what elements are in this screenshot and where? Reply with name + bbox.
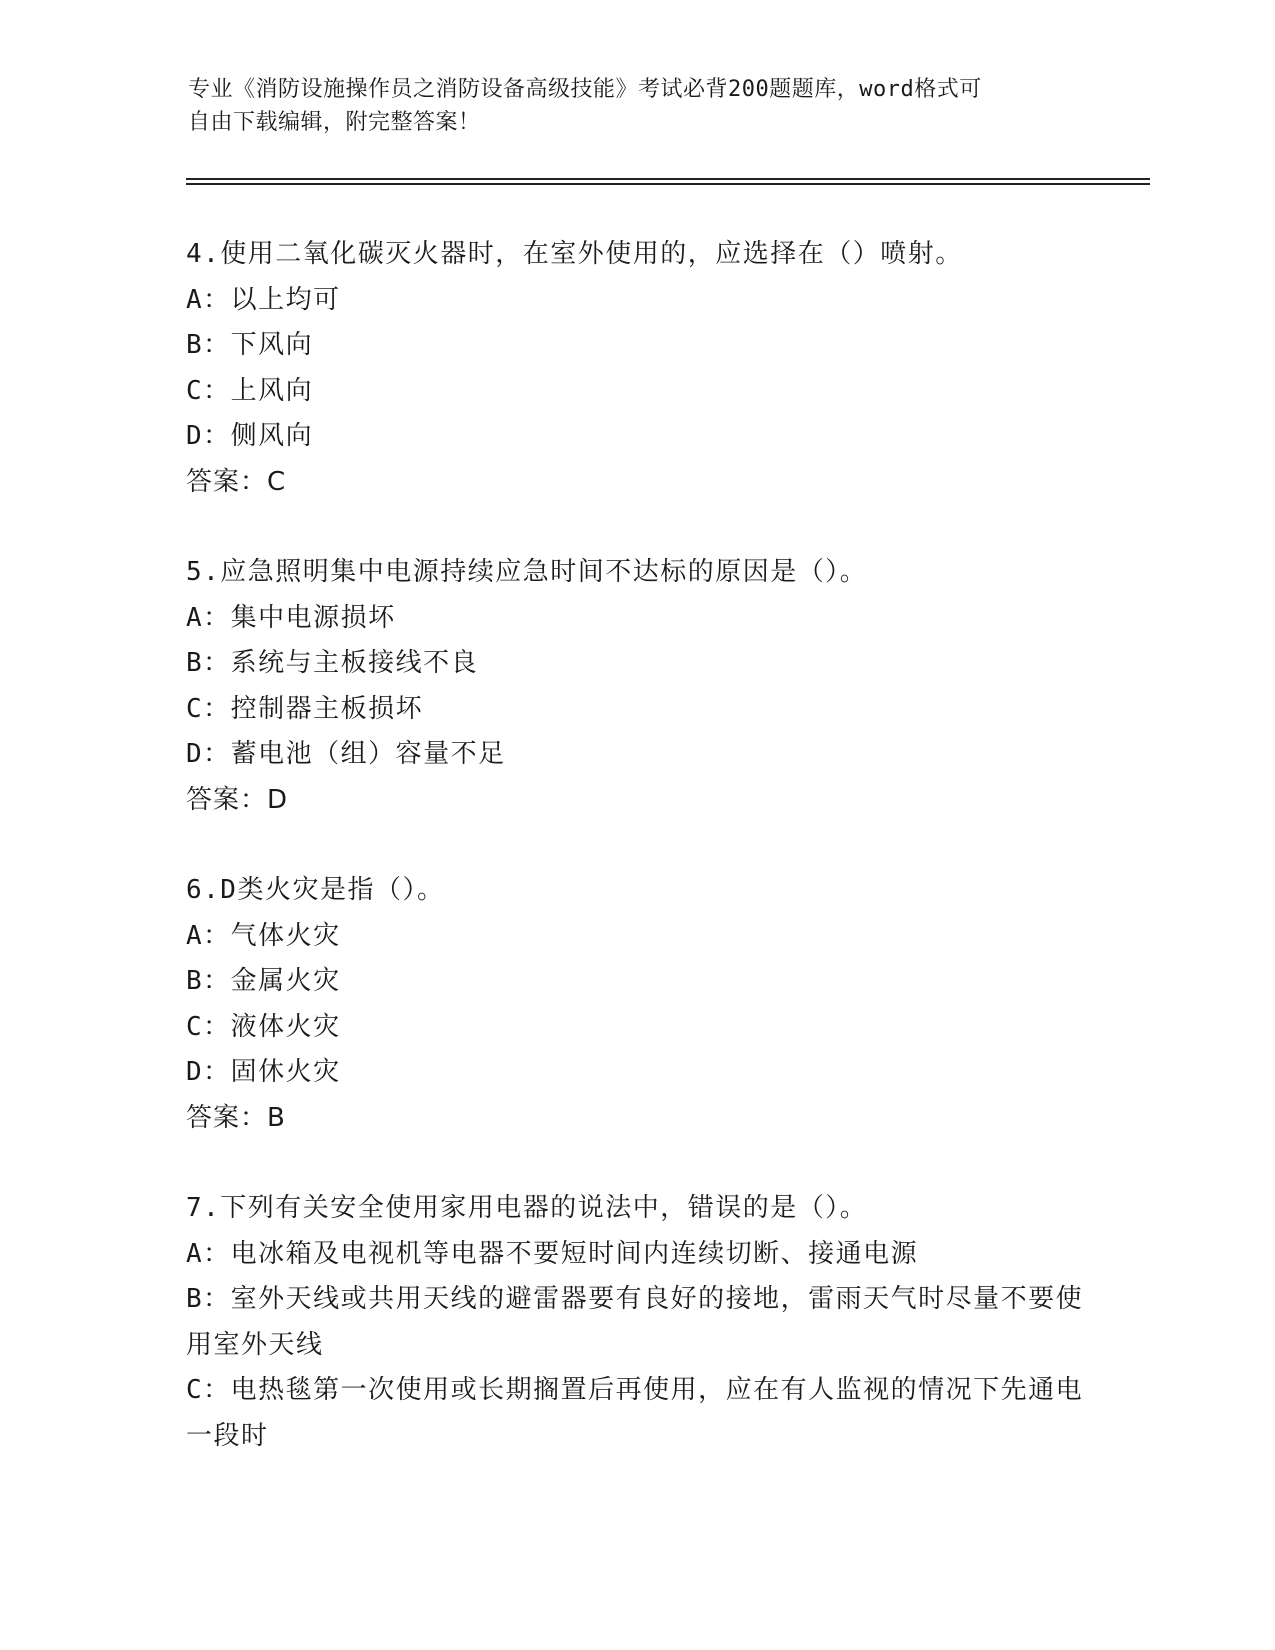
option-d: D：蓄电池（组）容量不足 <box>186 739 506 769</box>
option-b: B：下风向 <box>186 330 314 360</box>
question-title: 5.应急照明集中电源持续应急时间不达标的原因是（）。 <box>186 557 868 587</box>
header-line-1: 专业《消防设施操作员之消防设备高级技能》考试必背200题题库，word格式可 <box>188 77 982 102</box>
document-header <box>188 73 1068 139</box>
option-a: A：气体火灾 <box>186 920 341 951</box>
question-title: 4.使用二氧化碳灭火器时，在室外使用的，应选择在（）喷射。 <box>186 239 963 269</box>
answer: 答案：C <box>186 466 287 497</box>
option-d: D：侧风向 <box>186 421 314 451</box>
option-c: C：上风向 <box>186 375 314 406</box>
answer: 答案：D <box>186 784 289 815</box>
option-b: B：室外天线或共用天线的避雷器要有良好的接地，雷雨天气时尽量不要使用室外天线 <box>186 1284 1084 1360</box>
question-5 <box>186 550 1086 823</box>
option-c: C：电热毯第一次使用或长期搁置后再使用，应在有人监视的情况下先通电一段时 <box>186 1375 1084 1451</box>
option-a: A：以上均可 <box>186 284 341 315</box>
answer: 答案：B <box>186 1102 286 1133</box>
option-c: C：液体火灾 <box>186 1011 341 1042</box>
header-divider-bottom <box>186 183 1150 185</box>
option-b: B：金属火灾 <box>186 966 341 996</box>
option-b: B：系统与主板接线不良 <box>186 648 479 678</box>
header-line-2: 自由下载编辑，附完整答案！ <box>188 110 481 135</box>
header-divider-top <box>186 178 1150 180</box>
option-a: A：集中电源损坏 <box>186 602 396 633</box>
question-title: 7.下列有关安全使用家用电器的说法中，错误的是（）。 <box>186 1193 868 1223</box>
option-d: D：固休火灾 <box>186 1057 341 1087</box>
question-7 <box>186 1186 1086 1459</box>
question-4 <box>186 232 1086 505</box>
question-title: 6.D类火灾是指（）。 <box>186 875 445 905</box>
option-a: A：电冰箱及电视机等电器不要短时间内连续切断、接通电源 <box>186 1238 919 1269</box>
option-c: C：控制器主板损坏 <box>186 693 424 724</box>
question-6 <box>186 868 1086 1141</box>
